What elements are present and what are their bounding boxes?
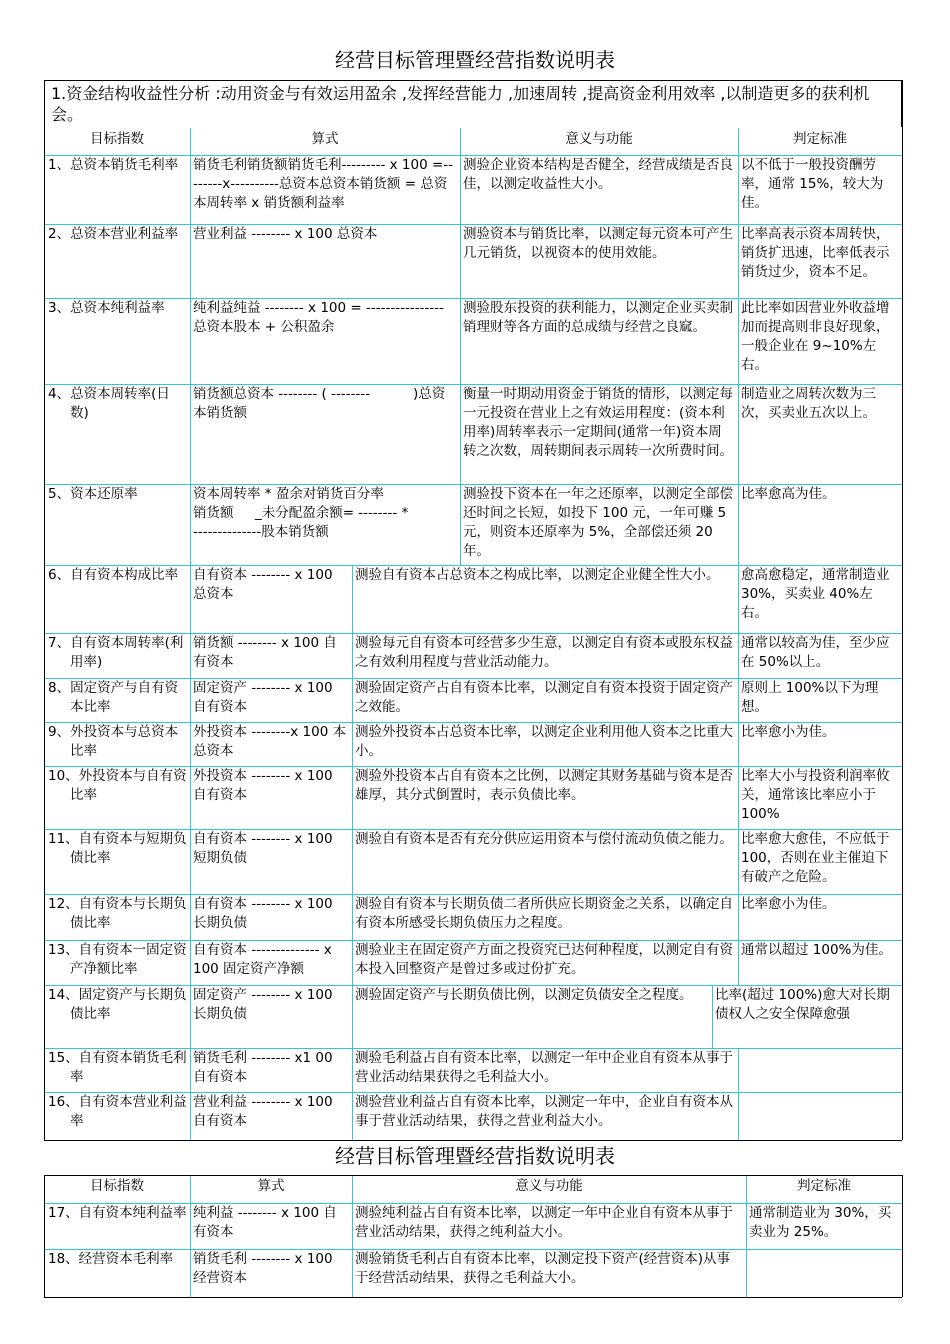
formula-text: 外投资本 --------x 100 本总资本 (193, 724, 347, 759)
meaning-text: 测验股东投资的获利能力，以测定企业买卖制销理财等各方面的总成绩与经营之良窳。 (463, 300, 733, 335)
standard-cell (741, 385, 899, 484)
meaning-text: 测验营业利益占自有资本比率，以测定一年中，企业自有资本从事于营业活动结果，获得之营业利益大小。 (355, 1094, 733, 1129)
index-cell (44, 830, 188, 894)
formula-text: 资本周转率 * 盈余对销货百分率 销货额 _未分配盈余额= -------- * --------------股本销货额 (193, 486, 409, 540)
formula-cell (193, 485, 457, 565)
meaning-text: 测验企业资本结构是否健全，经营成绩是否良佳，以测定收益性大小。 (463, 157, 733, 192)
formula-cell (193, 1093, 349, 1140)
index-name: 9、外投资本与总资本比率 (48, 724, 179, 759)
formula-text: 纯利益 -------- x 100 自有资本 (193, 1205, 337, 1240)
standard-cell (741, 485, 899, 565)
formula-cell (193, 299, 457, 384)
index-name: 17、自有资本纯利益率 (48, 1205, 187, 1221)
standard-cell (715, 986, 899, 1048)
index-cell (44, 225, 188, 298)
index-cell (44, 634, 188, 678)
standard-cell (741, 225, 899, 298)
meaning-text: 测验固定资产占自有资本比率，以测定自有资本投资于固定资产之效能。 (355, 680, 733, 715)
meaning-cell (355, 566, 735, 633)
formula-text: 自有资本 -------------- x 100 固定资产净额 (193, 942, 337, 977)
column-header: 算式 (257, 1178, 285, 1194)
column-header: 判定标准 (797, 1178, 851, 1194)
formula-cell (193, 634, 349, 678)
formula-cell (193, 566, 349, 633)
meaning-cell (355, 941, 735, 985)
formula-text: 固定资产 -------- x 100 长期负债 (193, 987, 337, 1022)
index-name: 10、外投资本与自有资比率 (48, 768, 187, 803)
standard-text: 比率高表示资本周转快，销货扩迅速，比率低表示销货过少，资本不足。 (741, 226, 890, 280)
meaning-cell (355, 986, 709, 1048)
column-header: 判定标准 (793, 131, 847, 147)
index-name: 2、总资本营业利益率 (48, 226, 179, 242)
meaning-cell (463, 299, 735, 384)
index-cell (44, 1250, 188, 1297)
index-name: 15、自有资本销货毛利率 (48, 1050, 187, 1085)
index-name: 16、自有资本营业利益率 (48, 1094, 187, 1129)
meaning-text: 测验资本与销货比率，以测定每元资本可产生几元销货，以视资本的使用效能。 (463, 226, 733, 261)
index-cell (44, 679, 188, 722)
meaning-cell (355, 1250, 743, 1297)
standard-cell (749, 1204, 899, 1249)
formula-cell (193, 895, 349, 940)
formula-cell (193, 830, 349, 894)
index-cell (44, 1093, 188, 1140)
formula-cell (193, 986, 349, 1048)
meaning-cell (355, 767, 735, 829)
standard-cell (741, 767, 899, 829)
standard-text: 原则上 100%以下为理想。 (741, 680, 879, 715)
standard-cell (741, 156, 899, 224)
index-name: 6、自有资本构成比率 (48, 567, 179, 583)
formula-cell (193, 225, 457, 298)
index-cell (44, 566, 188, 633)
meaning-cell (463, 385, 735, 484)
standard-text: 制造业之周转次数为三次，买卖业五次以上。 (741, 386, 876, 421)
standard-text: 比率愈小为佳。 (741, 724, 836, 740)
meaning-text: 测验自有资本与长期负债二者所供应长期资金之关系，以确定自有资本所感受长期负债压力之程度。 (355, 896, 733, 931)
standard-text: 比率愈高为佳。 (741, 486, 836, 502)
index-cell (44, 385, 188, 484)
meaning-text: 测验固定资产与长期负债比例，以测定负债安全之程度。 (355, 987, 693, 1003)
index-cell (44, 1204, 188, 1249)
index-cell (44, 986, 188, 1048)
index-name: 1、总资本销货毛利率 (48, 157, 179, 173)
meaning-text: 测验纯利益占自有资本比率，以测定一年中企业自有资本从事于营业活动结果，获得之纯利益大小。 (355, 1205, 733, 1240)
formula-cell (193, 385, 457, 484)
formula-text: 纯利益纯益 -------- x 100 = ----------------总资本股本 + 公积盈余 (193, 300, 444, 335)
standard-cell (741, 941, 899, 985)
formula-cell (193, 1250, 349, 1297)
index-cell (44, 767, 188, 829)
formula-cell (193, 1204, 349, 1249)
formula-cell (193, 156, 457, 224)
standard-cell (749, 1250, 899, 1297)
standard-text: 比率愈小为佳。 (741, 896, 836, 912)
standard-cell (741, 634, 899, 678)
column-header: 目标指数 (90, 1178, 144, 1194)
standard-cell (741, 1049, 899, 1092)
standard-text: 通常制造业为 30%，买卖业为 25%。 (749, 1205, 892, 1240)
index-cell (44, 1049, 188, 1092)
index-name: 13、自有资本一固定资产净额比率 (48, 942, 187, 977)
meaning-text: 测验业主在固定资产方面之投资究已达何种程度，以测定自有资本投入回整资产是曾过多或过份扩充。 (355, 942, 733, 977)
page-title: 经营目标管理暨经营指数说明表 (335, 48, 615, 72)
standard-text: 以不低于一般投资酬劳率，通常 15%，较大为佳。 (741, 157, 884, 211)
standard-text: 通常以较高为佳，至少应在 50%以上。 (741, 635, 890, 670)
standard-text: 此比率如因营业外收益增加而提高则非良好现象，一般企业在 9~10%左右。 (741, 300, 890, 373)
meaning-text: 测验销货毛利占自有资本比率，以测定投下资产(经营资本)从事于经营活动结果，获得之毛利益大小。 (355, 1251, 731, 1286)
formula-text: 自有资本 -------- x 100 长期负债 (193, 896, 337, 931)
column-header: 目标指数 (90, 131, 144, 147)
formula-cell (193, 679, 349, 722)
meaning-text: 衡量一时期动用资金于销货的情形，以测定每一元投资在营业上之有效运用程度：(资本利用率)周转率表示一定期间(通常一年)资本周转之次数，周转期间表示周转一次所费时间。 (463, 386, 733, 459)
formula-text: 自有资本 -------- x 100 总资本 (193, 567, 337, 602)
index-name: 3、总资本纯利益率 (48, 300, 165, 316)
standard-text: 愈高愈稳定，通常制造业 30%，买卖业 40%左右。 (741, 567, 890, 621)
index-name: 18、经营资本毛利率 (48, 1251, 174, 1267)
formula-cell (193, 1049, 349, 1092)
standard-text: 比率(超过 100%)愈大对长期债权人之安全保障愈强 (715, 987, 890, 1022)
index-name: 5、资本还原率 (48, 486, 138, 502)
meaning-text: 测验毛利益占自有资本比率，以测定一年中企业自有资本从事于营业活动结果获得之毛利益大小。 (355, 1050, 733, 1085)
formula-text: 固定资产 -------- x 100 自有资本 (193, 680, 337, 715)
formula-text: 销货毛利 -------- x 100 经营资本 (193, 1251, 337, 1286)
meaning-cell (355, 895, 735, 940)
standard-cell (741, 723, 899, 766)
formula-cell (193, 941, 349, 985)
meaning-cell (463, 485, 735, 565)
meaning-cell (355, 1204, 743, 1249)
formula-text: 销货额 -------- x 100 自有资本 (193, 635, 337, 670)
formula-cell (193, 723, 349, 766)
standard-cell (741, 1093, 899, 1140)
meaning-text: 测验自有资本占总资本之构成比率，以测定企业健全性大小。 (355, 567, 720, 583)
formula-text: 外投资本 -------- x 100 自有资本 (193, 768, 337, 803)
meaning-cell (355, 634, 735, 678)
meaning-text: 测验每元自有资本可经营多少生意，以测定自有资本或股东权益之有效利用程度与营业活动能力。 (355, 635, 733, 670)
column-header: 算式 (311, 131, 339, 147)
intro-paragraph: 1.资金结构收益性分析 :动用资金与有效运用盈余 ,发挥经营能力 ,加速周转 ,提高资金利用效率 ,以制造更多的获利机会。 (44, 80, 902, 127)
meaning-cell (355, 1093, 735, 1140)
formula-text: 销货毛利销货额销货毛利--------- x 100 =--------x----------总资本总资本销货额 = 总资本周转率 x 销货额利益率 (193, 157, 454, 211)
formula-text: 营业利益 -------- x 100 自有资本 (193, 1094, 337, 1129)
standard-text: 比率愈大愈佳，不应低于 100，否则在业主催迫下有破产之危险。 (741, 831, 890, 885)
formula-cell (193, 767, 349, 829)
standard-cell (741, 830, 899, 894)
formula-text: 营业利益 -------- x 100 总资本 (193, 226, 378, 242)
index-name: 4、总资本周转率(日数) (48, 386, 170, 421)
index-name: 14、固定资产与长期负债比率 (48, 987, 187, 1022)
meaning-cell (355, 1049, 735, 1092)
column-header: 意义与功能 (515, 1178, 583, 1194)
meaning-text: 测验自有资本是否有充分供应运用资本与偿付流动负债之能力。 (355, 831, 733, 847)
standard-text: 比率大小与投资利润率攸关，通常该比率应小于 100% (741, 768, 890, 822)
index-cell (44, 895, 188, 940)
index-name: 12、自有资本与长期负债比率 (48, 896, 187, 931)
standard-cell (741, 566, 899, 633)
index-name: 8、固定资产与自有资本比率 (48, 680, 179, 715)
index-cell (44, 723, 188, 766)
formula-text: 自有资本 -------- x 100 短期负债 (193, 831, 337, 866)
page-title-2: 经营目标管理暨经营指数说明表 (335, 1144, 615, 1168)
standard-cell (741, 679, 899, 722)
meaning-cell (463, 156, 735, 224)
index-cell (44, 299, 188, 384)
standard-cell (741, 895, 899, 940)
standard-cell (741, 299, 899, 384)
index-name: 7、自有资本周转率(利用率) (48, 635, 184, 670)
meaning-cell (355, 723, 735, 766)
index-cell (44, 156, 188, 224)
index-name: 11、自有资本与短期负债比率 (48, 831, 187, 866)
meaning-text: 测验外投资本占总资本比率，以测定企业利用他人资本之比重大小。 (355, 724, 733, 759)
meaning-text: 测验投下资本在一年之还原率，以测定全部偿还时间之长短，如投下 100 元，一年可赚 5 元，则资本还原率为 5%，全部偿还须 20 年。 (463, 486, 733, 559)
formula-text: 销货毛利 -------- x1 00 自有资本 (193, 1050, 337, 1085)
standard-text: 通常以超过 100%为佳。 (741, 942, 892, 958)
meaning-cell (355, 679, 735, 722)
meaning-text: 测验外投资本占自有资本之比例，以测定其财务基础与资本是否雄厚，其分式倒置时，表示负债比率。 (355, 768, 733, 803)
formula-text: 销货额总资本 -------- ( -------- )总资本销货额 (193, 386, 446, 421)
meaning-cell (463, 225, 735, 298)
meaning-cell (355, 830, 735, 894)
index-cell (44, 941, 188, 985)
index-cell (44, 485, 188, 565)
column-header: 意义与功能 (565, 131, 633, 147)
